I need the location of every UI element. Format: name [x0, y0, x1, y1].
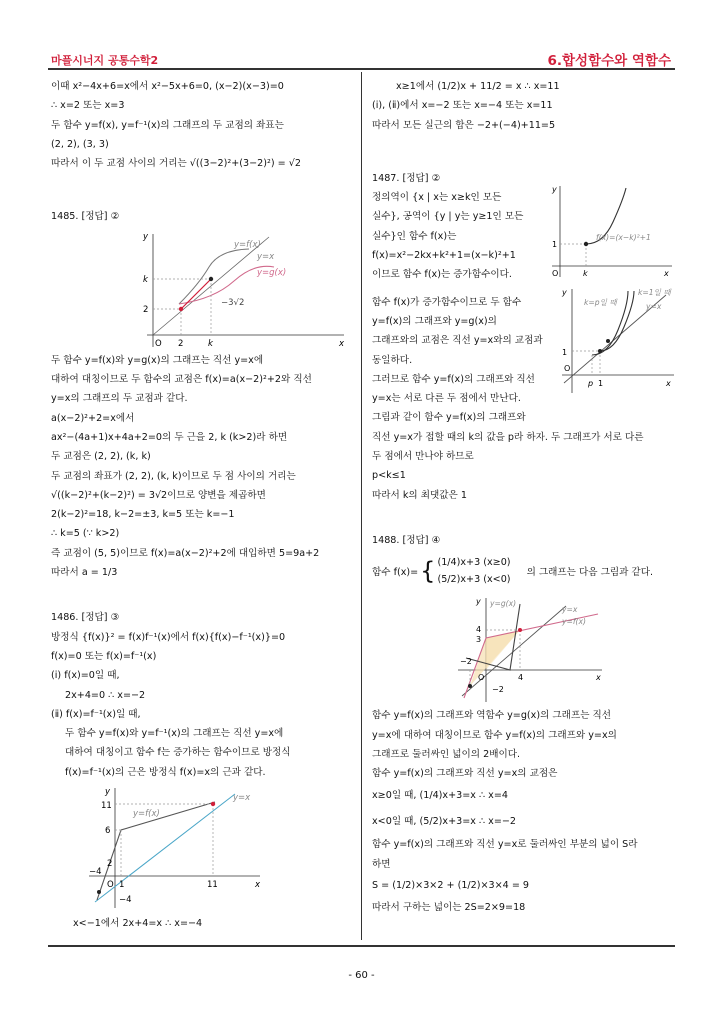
solution-line: 정의역이 {x | x는 x≥k인 모든	[372, 192, 502, 204]
solution-line: y=f(x)의 그래프와 y=g(x)의	[372, 315, 497, 327]
graph-1487-a	[548, 182, 676, 280]
curve-f	[179, 249, 249, 304]
label-origin: O	[564, 363, 571, 373]
label-f: f(x)=(x−k)²+1	[596, 233, 651, 243]
label-y-1: 1	[562, 347, 568, 357]
solution-line: y=x에 대하여 대칭이므로 함수 y=f(x)의 그래프와 y=x의	[372, 729, 617, 741]
solution-line: 즉 교점이 (5, 5)이므로 f(x)=a(x−2)²+2에 대입하면 5=9a+2	[51, 547, 320, 559]
distance-segment	[181, 279, 211, 309]
point	[598, 349, 602, 353]
solution-line: 그림과 같이 함수 y=f(x)의 그래프와	[372, 412, 526, 424]
solution-line: x≥0일 때, (1/4)x+3=x ∴ x=4	[372, 790, 508, 802]
graph-1488	[456, 594, 606, 704]
solution-line: x<−1에서 2x+4=x ∴ x=−4	[73, 918, 203, 930]
intersection-point	[97, 890, 101, 894]
label-y-1: 1	[552, 240, 558, 250]
label-x: x	[664, 269, 669, 279]
solution-line: 동일하다.	[372, 354, 413, 366]
label-yx: y=x	[646, 301, 662, 311]
p1487-mid-block	[372, 287, 677, 428]
graph-1485	[139, 229, 349, 349]
label-x: x	[596, 673, 601, 683]
label-f: y=f(x)	[562, 617, 586, 627]
header-rule	[48, 68, 675, 70]
solution-line: 함수 y=f(x)의 그래프와 역함수 y=g(x)의 그래프는 직선	[372, 710, 612, 722]
label-x-1: 1	[119, 880, 125, 891]
solution-line: 그래프와의 교점은 직선 y=x와의 교점과	[372, 335, 543, 347]
func-suffix: 의 그래프는 다음 그림과 같다.	[526, 567, 654, 579]
point	[606, 339, 610, 343]
problem-1485-title: 1485. [정답] ②	[51, 211, 120, 223]
solution-line: 방정식 {f(x)}² = f(x)f⁻¹(x)에서 f(x){f(x)−f⁻¹(x)}=0	[51, 631, 286, 643]
label-y: y	[105, 787, 111, 798]
chapter-title: 6.합성함수와 역함수	[547, 53, 671, 69]
solution-line: 따라서 구하는 넓이는 2S=2×9=18	[372, 902, 526, 914]
intersection-point	[211, 802, 215, 806]
label-y-3: 3	[476, 635, 482, 645]
piecewise-function	[372, 554, 677, 588]
vertex-point	[584, 242, 588, 246]
solution-line: 실수}인 함수 f(x)는	[372, 230, 457, 242]
label-x: x	[339, 338, 345, 349]
label-k1: k=1일 때	[638, 287, 671, 297]
solution-line: f(x)=x²−2kx+k²+1=(x−k)²+1	[372, 250, 516, 262]
solution-line: 두 점에서 만나야 하므로	[372, 451, 474, 463]
solution-line: 두 교점의 좌표가 (2, 2), (k, k)이므로 두 점 사이의 거리는	[51, 470, 296, 482]
label-y: y	[562, 287, 567, 297]
solution-line: 하면	[372, 858, 391, 870]
label-x-4: 4	[518, 673, 524, 683]
label-y-neg4: −4	[119, 895, 132, 906]
solution-line: 이므로 함수 f(x)는 증가함수이다.	[372, 269, 512, 281]
solution-line: 따라서 모든 실근의 합은 −2+(−4)+11=5	[372, 119, 556, 131]
solution-line: ax²−(4a+1)x+4a+2=0의 두 근을 2, k (k>2)라 하면	[51, 431, 288, 443]
solution-line: 따라서 k의 최댓값은 1	[372, 489, 467, 501]
right-column	[372, 77, 677, 917]
label-y-2: 2	[143, 304, 149, 315]
label-origin: O	[478, 673, 485, 683]
label-f: y=f(x)	[234, 239, 261, 250]
solution-line: 실수}, 공역이 {y | y는 y≥1인 모든	[372, 211, 524, 223]
solution-line: 함수 y=f(x)의 그래프와 직선 y=x로 둘러싸인 부분의 넓이 S라	[372, 839, 638, 851]
solution-line: 대하여 대칭이므로 두 함수의 교점은 f(x)=a(x−2)²+2와 직선	[51, 374, 312, 386]
label-y-k: k	[143, 274, 148, 285]
solution-line: 함수 y=f(x)의 그래프와 직선 y=x의 교점은	[372, 768, 558, 780]
solution-line: 두 함수 y=f(x)와 y=f⁻¹(x)의 그래프는 직선 y=x에	[65, 728, 284, 740]
solution-line: 함수 f(x)가 증가함수이므로 두 함수	[372, 296, 522, 308]
intro-line: (2, 2), (3, 3)	[51, 138, 109, 150]
label-x: x	[666, 378, 671, 388]
label-y: y	[143, 231, 149, 242]
line-y-eq-x	[462, 606, 566, 696]
func-prefix: 함수 f(x)=	[372, 567, 419, 579]
solution-line: 2x+4=0 ∴ x=−2	[65, 689, 146, 701]
label-origin: O	[107, 880, 114, 891]
label-y-11: 11	[101, 801, 112, 812]
solution-line: 직선 y=x가 접할 때의 k의 값을 p라 하자. 두 그래프가 서로 다른	[372, 431, 644, 443]
solution-line: ∴ k=5 (∵ k>2)	[51, 528, 120, 540]
solution-line: x≥1에서 (1/2)x + 11/2 = x ∴ x=11	[396, 81, 560, 92]
label-y: y	[552, 185, 557, 195]
label-x-1: 1	[598, 378, 604, 388]
intro-line: 따라서 이 두 교점 사이의 거리는 √((3−2)²+(3−2)²) = √2	[51, 158, 301, 170]
p1487-intro-block	[372, 185, 677, 284]
label-origin: O	[155, 338, 162, 349]
problem-1486-title: 1486. [정답] ③	[51, 612, 120, 624]
intro-line: ∴ x=2 또는 x=3	[51, 100, 125, 112]
solution-line: 그러므로 함수 y=f(x)의 그래프와 직선	[372, 373, 535, 385]
label-x-2: 2	[178, 338, 184, 349]
label-y: y	[476, 597, 481, 607]
label-kp: k=p일 때	[584, 297, 617, 307]
label-x-p: p	[588, 378, 594, 388]
label-origin: O	[552, 269, 559, 279]
solution-line: x<0일 때, (5/2)x+3=x ∴ x=−2	[372, 816, 517, 828]
solution-line: f(x)=0 또는 f(x)=f⁻¹(x)	[51, 650, 157, 662]
book-title: 마플시너지 공통수학2	[51, 54, 159, 67]
label-f: y=f(x)	[133, 809, 160, 820]
intersection-point	[518, 628, 522, 632]
label-y-neg2: −2	[492, 685, 504, 695]
graph-1487-b	[558, 285, 678, 397]
label-g: y=g(x)	[257, 267, 287, 278]
solution-line: √((k−2)²+(k−2)²) = 3√2이므로 양변을 제곱하면	[51, 489, 266, 501]
solution-line: 따라서 a = 1/3	[51, 567, 118, 579]
label-yx: y=x	[257, 251, 275, 262]
label-yx: y=x	[233, 793, 251, 804]
problem-1487-title: 1487. [정답] ②	[372, 172, 441, 184]
solution-line: 그래프로 둘러싸인 넓이의 2배이다.	[372, 748, 521, 760]
case-line: (5/2)x+3 (x<0)	[437, 574, 511, 586]
solution-line: y=x의 그래프의 두 교점과 같다.	[51, 393, 188, 405]
solution-line: (ⅱ) f(x)=f⁻¹(x)일 때,	[51, 708, 141, 720]
left-column	[51, 77, 351, 933]
intersection-point	[209, 277, 213, 281]
footer-rule	[48, 945, 675, 947]
solution-line: 두 교점은 (2, 2), (k, k)	[51, 451, 151, 463]
intersection-point	[468, 684, 472, 688]
label-x-neg4: −4	[89, 867, 102, 878]
label-x-11: 11	[207, 880, 218, 891]
graph-1486	[85, 784, 265, 912]
label-x-k: k	[583, 269, 588, 279]
solution-line: y=x는 서로 다른 두 점에서 만난다.	[372, 393, 521, 405]
solution-line: 2(k−2)²=18, k−2=±3, k=5 또는 k=−1	[51, 509, 235, 521]
label-y-6: 6	[105, 826, 111, 837]
label-y-2: 2	[107, 859, 113, 870]
brace-icon: {	[420, 557, 436, 586]
solution-line: f(x)=f⁻¹(x)의 근은 방정식 f(x)=x의 근과 같다.	[65, 766, 266, 778]
intro-line: 두 함수 y=f(x), y=f⁻¹(x)의 그래프의 두 교점의 좌표는	[51, 119, 284, 131]
column-divider	[361, 72, 362, 940]
solution-line: S = (1/2)×3×2 + (1/2)×3×4 = 9	[372, 880, 530, 892]
solution-line: 대하여 대칭이고 함수 f는 증가하는 함수이므로 방정식	[65, 747, 291, 759]
page-number: - 60 -	[348, 970, 375, 981]
solution-line: p<k≤1	[372, 470, 406, 482]
case-line: (1/4)x+3 (x≥0)	[437, 557, 511, 569]
label-distance: −3√2	[221, 297, 245, 308]
intersection-point	[179, 307, 183, 311]
label-g: y=g(x)	[490, 599, 517, 609]
label-x-neg2: −2	[460, 657, 472, 667]
solution-line: (ⅰ) f(x)=0일 때,	[51, 670, 120, 682]
label-yx: y=x	[562, 605, 578, 615]
problem-1488-title: 1488. [정답] ④	[372, 534, 441, 546]
solution-line: 두 함수 y=f(x)와 y=g(x)의 그래프는 직선 y=x에	[51, 354, 264, 366]
intro-line: 이때 x²−4x+6=x에서 x²−5x+6=0, (x−2)(x−3)=0	[51, 81, 284, 92]
label-x-k: k	[208, 338, 213, 349]
solution-line: a(x−2)²+2=x에서	[51, 412, 135, 424]
label-x: x	[255, 880, 261, 891]
label-y-4: 4	[476, 625, 482, 635]
solution-line: (ⅰ), (ⅱ)에서 x=−2 또는 x=−4 또는 x=11	[372, 100, 553, 112]
